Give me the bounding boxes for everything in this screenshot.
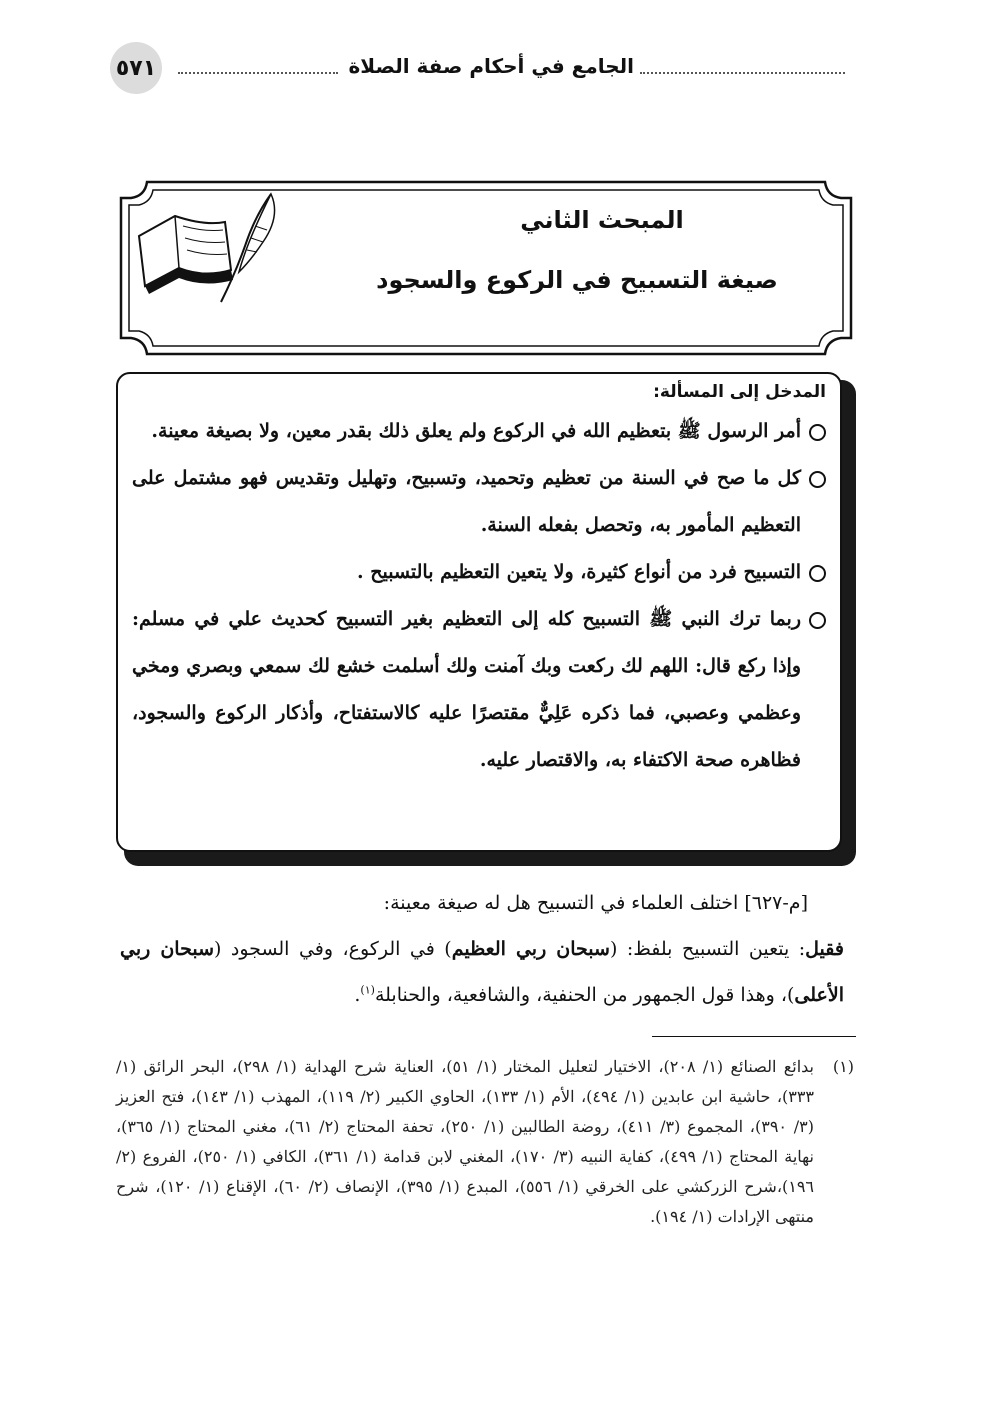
- circle-bullet-icon: [809, 565, 826, 582]
- footnote-ref[interactable]: (١): [360, 983, 375, 997]
- section-subtitle: صيغة التسبيح في الركوع والسجود: [376, 266, 778, 294]
- text-run: : يتعين التسبيح بلفظ: (: [609, 938, 806, 960]
- paragraph-first-opinion: [120, 926, 844, 1018]
- text-run: )، وهذا قول الجمهور من الحنفية، والشافعية، والحنابلة: [374, 984, 795, 1006]
- running-title: الجامع في أحكام صفة الصلاة: [348, 54, 634, 78]
- header-dots-left: [178, 58, 338, 74]
- footnote: [116, 1052, 854, 1232]
- text-run: ) في الركوع، وفي السجود (: [214, 938, 452, 960]
- footnote-separator: [652, 1036, 856, 1037]
- intro-item: [132, 596, 826, 784]
- intro-item: [132, 455, 826, 549]
- intro-item-text: كل ما صح في السنة من تعظيم وتحميد، وتسبيح، وتهليل وتقديس فهو مشتمل على التعظيم المأمور به، وتحصل بفعله السنة.: [132, 467, 801, 536]
- intro-heading: المدخل إلى المسألة:: [653, 382, 826, 402]
- footnote-number: (١): [832, 1057, 854, 1076]
- intro-item-text: التسبيح فرد من أنواع كثيرة، ولا يتعين التعظيم بالتسبيح .: [357, 561, 801, 583]
- opinion-lead: فقيل: [805, 938, 844, 960]
- header-dots-right: [640, 58, 845, 74]
- chapter-heading-frame: [117, 178, 855, 358]
- main-text: [120, 880, 844, 1018]
- footnote-text: بدائع الصنائع (١/ ٢٠٨)، الاختيار لتعليل المختار (١/ ٥١)، العناية شرح الهداية (١/ ٢٩٨)، البحر الرائق (١/ ٣٣٣)، حاشية ابن عابدين (١/ ٤٩٤)، الأم (١/ ١٣٣)، الحاوي الكبير (٢/ ١١٩)، المهذب (١/ ١٤٣)، فتح العزيز (٣/ ٣٩٠)، المجموع (٣/ ٤١١)، روضة الطالبين (١/ ٢٥٠)، تحفة المحتاج (٢/ ٦١)، مغني المحتاج (١/ ٣٦٥)، نهاية المحتاج (١/ ٤٩٩)، كفاية النبيه (٣/ ١٧٠)، المغني لابن قدامة (١/ ٣٦١)، الكافي (١/ ٢٥٠)، الفروع (٢/ ١٩٦)،شرح الزركشي على الخرقي (١/ ٥٥٦)، المبدع (١/ ٣٩٥)، الإنصاف (٢/ ٦٠)، الإقناع (١/ ١٢٠)، شرح منتهى الإرادات (١/ ١٩٤).: [116, 1057, 815, 1226]
- circle-bullet-icon: [809, 612, 826, 629]
- text-run: .: [354, 984, 361, 1006]
- tasbih-sujud: سبحان ربي الأعلى: [120, 938, 844, 1006]
- book-and-quill-icon: [135, 186, 285, 306]
- intro-item-text: أمر الرسول ﷺ بتعظيم الله في الركوع ولم يعلق ذلك بقدر معين، ولا بصيغة معينة.: [151, 420, 801, 442]
- page-number: ٥٧١: [110, 42, 162, 94]
- intro-item: [132, 549, 826, 596]
- paragraph-issue: [م-٦٢٧] اختلف العلماء في التسبيح هل له صيغة معينة:: [383, 892, 808, 914]
- circle-bullet-icon: [809, 424, 826, 441]
- intro-box: [116, 372, 842, 852]
- intro-item: [132, 408, 826, 455]
- section-title: المبحث الثاني: [520, 206, 684, 234]
- intro-item-text: ربما ترك النبي ﷺ التسبيح كله إلى التعظيم بغير التسبيح كحديث علي في مسلم: وإذا ركع قال: اللهم لك ركعت وبك آمنت ولك أسلمت خشع لك سمعي وبصري ومخي وعظمي وعصبي، فما ذكره عَلِيٌّ مقتصرًا عليه كالاستفتاح، وأذكار الركوع والسجود، فظاهره صحة الاكتفاء به، والاقتصار عليه.: [132, 608, 801, 771]
- circle-bullet-icon: [809, 471, 826, 488]
- tasbih-ruku: سبحان ربي العظيم: [451, 938, 610, 960]
